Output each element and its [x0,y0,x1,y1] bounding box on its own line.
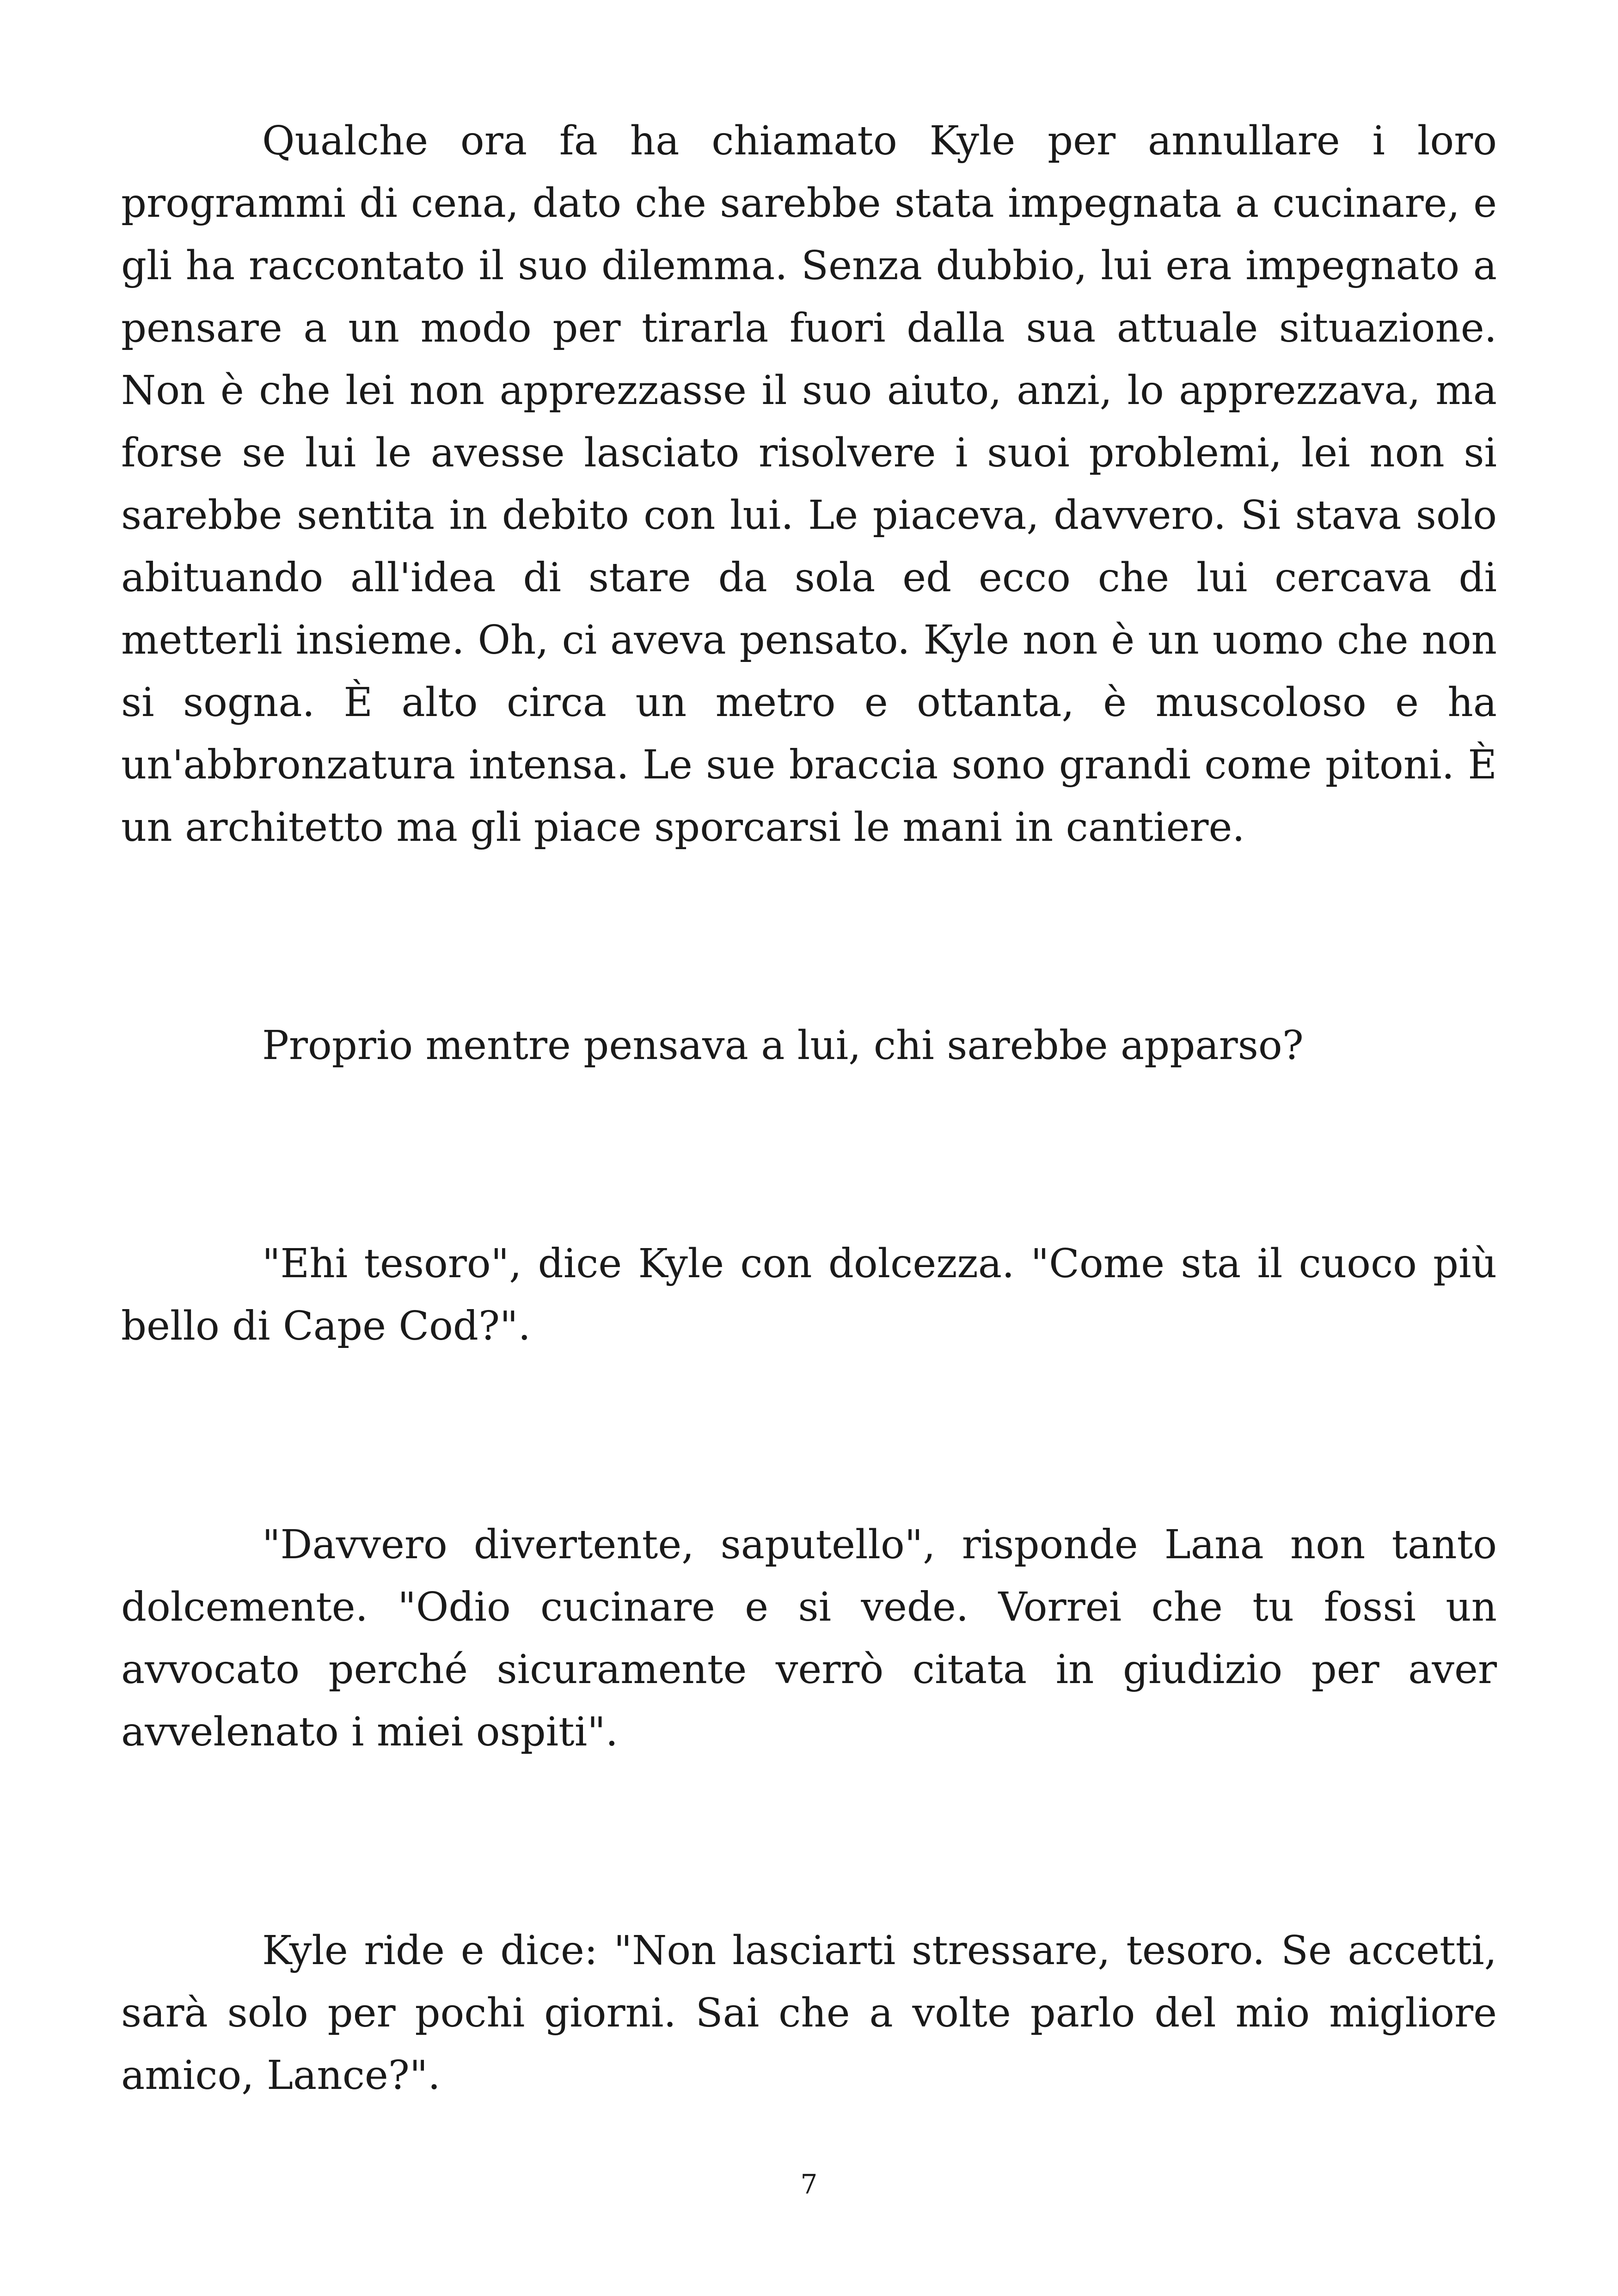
paragraph-3: "Ehi tesoro", dice Kyle con dolcezza. "Come sta il cuoco più bello di Cape Cod?". [121,1241,1497,1349]
paragraph-gap [121,1077,1497,1233]
paragraph-4: "Davvero divertente, saputello", risponde Lana non tanto dolcemente. "Odio cucinare e si vede. Vorrei che tu fossi un avvocato perché sicuramente verrò citata in giudizio per aver avvelenato i miei ospiti". [121,1522,1497,1755]
paragraph-gap [121,1763,1497,1920]
paragraph-1: Qualche ora fa ha chiamato Kyle per annullare i loro programmi di cena, dato che sarebbe stata impegnata a cucinare, e gli ha raccontato il suo dilemma. Senza dubbio, lui era impegnato a pensare a un modo per tirarla fuori dalla sua attuale situazione. Non è che lei non apprezzasse il suo aiuto, anzi, lo apprezzava, ma forse se lui le avesse lasciato risolvere i suoi problemi, lei non si sarebbe sentita in debito con lui. Le piaceva, davvero. Si stava solo abituando all'idea di stare da sola ed ecco che lui cercava di metterli insieme. Oh, ci aveva pensato. Kyle non è un uomo che non si sogna. È alto circa un metro e ottanta, è muscoloso e ha un'abbronzatura intensa. Le sue braccia sono grandi come pitoni. È un architetto ma gli piace sporcarsi le mani in cantiere. [121,118,1497,851]
body-text [121,110,1497,2107]
page-number: 7 [800,2168,818,2200]
paragraph-gap [121,1358,1497,1514]
paragraph-5: Kyle ride e dice: "Non lasciarti stressare, tesoro. Se accetti, sarà solo per pochi giorni. Sai che a volte parlo del mio migliore amico, Lance?". [121,1928,1497,2099]
paragraph-gap [121,859,1497,1015]
paragraph-2: Proprio mentre pensava a lui, chi sarebbe apparso? [262,1022,1304,1069]
